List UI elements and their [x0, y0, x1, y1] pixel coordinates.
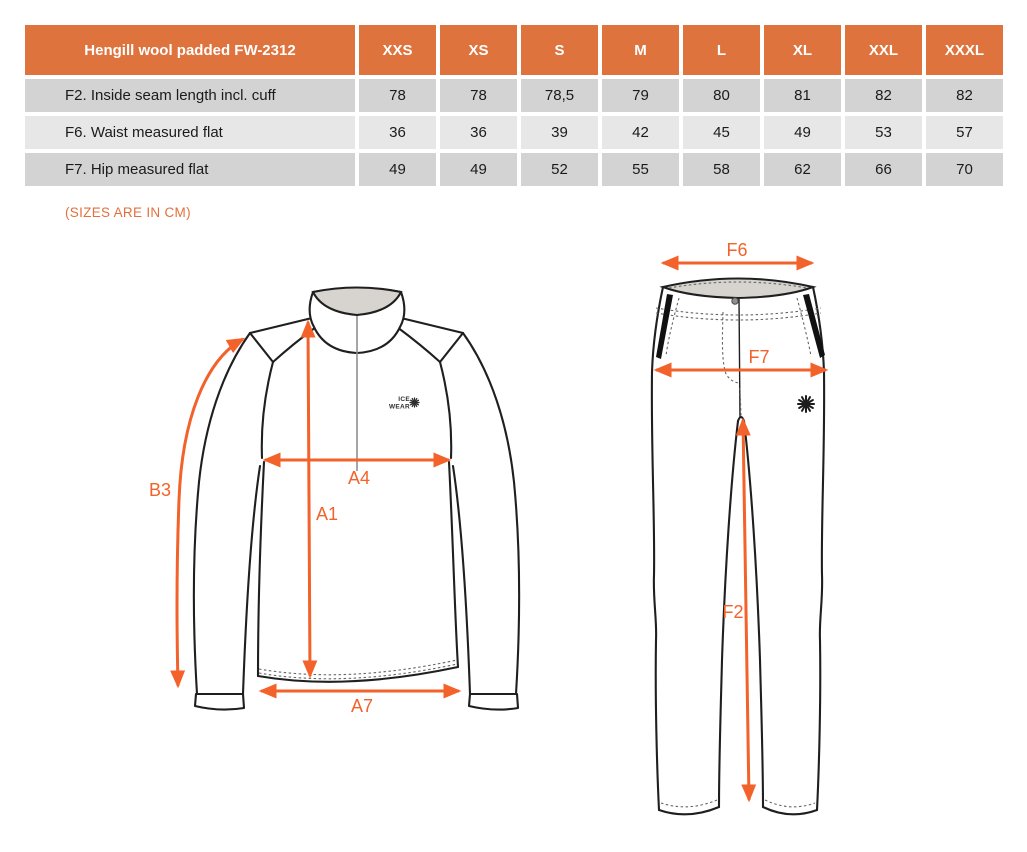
pants-snowflake-icon — [798, 396, 814, 412]
sweater-brand-logo — [389, 396, 419, 411]
size-value: 78 — [440, 79, 517, 112]
sweater-right-shoulder-seam — [440, 333, 463, 362]
sweater-hem — [258, 667, 458, 682]
sweater-a1-label: A1 — [315, 504, 339, 524]
sweater-right-shoulder-line — [401, 318, 463, 333]
size-value: 62 — [764, 153, 841, 186]
size-value: 78,5 — [521, 79, 598, 112]
size-value: 53 — [845, 116, 922, 149]
pants-right-hem — [763, 807, 817, 814]
size-value: 55 — [602, 153, 679, 186]
units-note: (SIZES ARE IN CM) — [65, 205, 191, 220]
sweater-body-left-edge — [258, 462, 264, 676]
pants-f7-label: F7 — [748, 347, 770, 367]
size-value: 36 — [359, 116, 436, 149]
size-value: 57 — [926, 116, 1003, 149]
sweater-left-shoulder-line — [250, 318, 312, 333]
size-value: 81 — [764, 79, 841, 112]
size-value: 52 — [521, 153, 598, 186]
pants-f6-label: F6 — [726, 240, 748, 260]
size-value: 39 — [521, 116, 598, 149]
sweater-hem-stitch-2 — [259, 664, 457, 679]
pants-waist-opening — [663, 279, 813, 299]
pants-left-outer-edge — [652, 287, 663, 810]
size-value: 58 — [683, 153, 760, 186]
size-value: 78 — [359, 79, 436, 112]
sweater-diagram — [149, 288, 519, 717]
size-value: 80 — [683, 79, 760, 112]
pants-right-outer-edge — [813, 287, 824, 810]
sweater-left-shoulder-seam — [250, 333, 273, 362]
brand-logo-line2: WEAR — [388, 403, 410, 411]
sweater-right-cuff — [469, 694, 518, 710]
size-value: 49 — [440, 153, 517, 186]
size-table — [25, 25, 1003, 186]
sweater-b3-label: B3 — [148, 480, 172, 500]
size-value: 79 — [602, 79, 679, 112]
sweater-left-sleeve-front-seam — [262, 362, 273, 458]
size-column-header: XXS — [359, 25, 436, 75]
pants-f2-label: F2 — [722, 602, 744, 622]
size-column-header: L — [683, 25, 760, 75]
sweater-b3-arrow — [177, 339, 243, 686]
sweater-a4-label: A4 — [347, 468, 371, 488]
size-value: 49 — [764, 116, 841, 149]
measurement-row-label: F2. Inside seam length incl. cuff — [25, 79, 355, 112]
sweater-right-sleeve-inner — [453, 466, 470, 694]
measurement-row-label: F6. Waist measured flat — [25, 116, 355, 149]
brand-logo-line1: ICE — [398, 396, 410, 403]
size-column-header: M — [602, 25, 679, 75]
pants-fly-stitch — [722, 312, 739, 383]
size-column-header: XS — [440, 25, 517, 75]
sweater-a7-label: A7 — [350, 696, 374, 716]
pants-left-pocket — [656, 294, 673, 359]
pants-left-hem-stitch — [661, 800, 717, 807]
size-value: 82 — [926, 79, 1003, 112]
size-value: 45 — [683, 116, 760, 149]
size-value: 70 — [926, 153, 1003, 186]
size-value: 36 — [440, 116, 517, 149]
pants-right-hem-stitch — [765, 800, 815, 807]
pants-center-front-seam — [739, 299, 740, 418]
sweater-left-cuff — [195, 694, 244, 710]
brand-snowflake-icon — [410, 398, 419, 407]
size-column-header: S — [521, 25, 598, 75]
size-column-header: XXXL — [926, 25, 1003, 75]
pants-button — [732, 298, 738, 304]
measurement-row-label: F7. Hip measured flat — [25, 153, 355, 186]
sweater-right-sleeve-outer — [463, 333, 519, 694]
sweater-a1-arrow — [308, 322, 310, 676]
pants-right-pocket — [803, 294, 825, 358]
size-value: 49 — [359, 153, 436, 186]
table-product-title: Hengill wool padded FW-2312 — [25, 25, 355, 75]
pants-left-hem — [659, 807, 719, 814]
size-value: 82 — [845, 79, 922, 112]
sweater-right-raglan-seam — [397, 327, 440, 362]
sweater-right-sleeve-front-seam — [440, 362, 451, 458]
size-column-header: XL — [764, 25, 841, 75]
size-value: 66 — [845, 153, 922, 186]
size-column-header: XXL — [845, 25, 922, 75]
size-value: 42 — [602, 116, 679, 149]
pants-diagram — [652, 240, 826, 814]
pants-f2-arrow — [743, 420, 749, 800]
